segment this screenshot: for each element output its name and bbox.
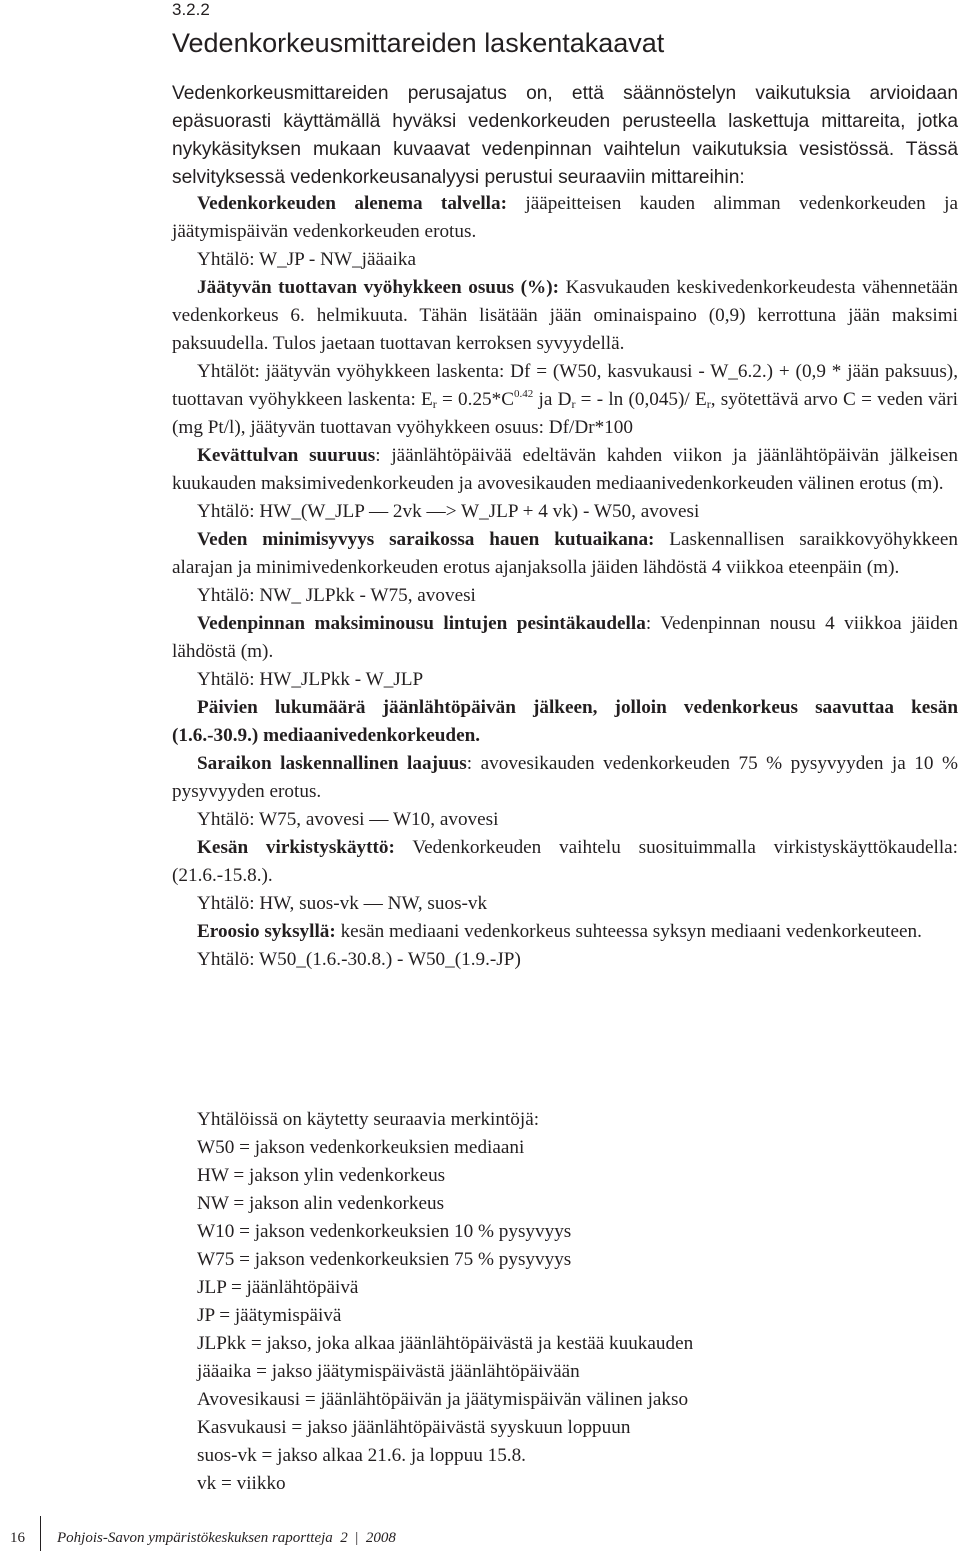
legend-entry: jääaika = jakso jäätymispäivästä jäänlähtöpäivään [197,1361,580,1382]
indicator-term: Vedenkorkeuden alenema talvella: [197,193,508,214]
indicator-saraikko [172,750,958,806]
indicator-equation: Yhtälö: W75, avovesi — W10, avovesi [197,809,499,830]
intro-paragraph [172,80,958,192]
indicator-desc: Kasvukauden keskivedenkorkeudesta vähennetään vedenkorkeus 6. helmikuuta. Tähän lisätään jään ominaispaino (0,9) kerrottuna jään maksimi paksuudella. Tulos jaetaan tuottavan kerroksen syvyydellä. [172,277,958,354]
issue-number: 2 [340,1530,348,1546]
indicator-term: Kevättulvan suuruus [197,445,376,466]
indicator-term: Vedenpinnan maksiminousu lintujen pesintäkaudella [197,613,646,634]
equation-part: ja D [533,389,572,410]
indicator-equation: Yhtälö: HW_JLPkk - W_JLP [197,669,424,690]
indicator-term: Päivien lukumäärä jäänlähtöpäivän jälkeen, jolloin vedenkorkeus saavuttaa kesän (1.6.-30.9.) mediaanivedenkorkeuden. [172,697,958,746]
indicator-kevat [172,442,958,498]
footer-divider [40,1516,41,1551]
indicator-equation: Yhtälö: W_JP - NW_jääaika [197,249,416,270]
indicator-desc: Vedenkorkeuden vaihtelu suosituimmalla virkistyskäyttökaudella: (21.6.-15.8.). [172,837,958,886]
indicator-hauki [172,526,958,582]
indicator-linnut [172,610,958,666]
indicator-equation: Yhtälö: HW_(W_JLP — 2vk —> W_JLP + 4 vk) - W50, avovesi [197,501,700,522]
legend-heading: Yhtälöissä on käytetty seuraavia merkintöjä: [197,1109,540,1130]
page-number: 16 [10,1530,25,1546]
indicator-desc: jääpeitteisen kauden alimman vedenkorkeuden ja jäätymispäivän vedenkorkeuden erotus. [172,193,958,242]
indicator-equation: Yhtälö: W50_(1.6.-30.8.) - W50_(1.9.-JP) [197,949,521,970]
equation-part: = - ln (0,045)/ E [575,389,707,410]
indicator-equation [172,358,958,442]
indicator-eroosio [172,918,958,946]
indicator-term: Saraikon laskennallinen laajuus [197,753,467,774]
indicator-desc: : avovesikauden vedenkorkeuden 75 % pysyvyyden ja 10 % pysyvyyden erotus. [172,753,958,802]
legend-entry: W50 = jakson vedenkorkeuksien mediaani [197,1137,525,1158]
legend-entry: HW = jakson ylin vedenkorkeus [197,1165,446,1186]
legend-entry: Avovesikausi = jäänlähtöpäivän ja jäätymispäivän välinen jakso [197,1389,689,1410]
indicator-term: Eroosio syksyllä: [197,921,336,942]
legend-entry: W75 = jakson vedenkorkeuksien 75 % pysyvyys [197,1249,572,1270]
section-title: Vedenkorkeusmittareiden laskentakaavat [172,28,665,58]
indicator-talvi [172,190,958,246]
publication-name: Pohjois-Savon ympäristökeskuksen raportteja [57,1530,333,1546]
subscript-r: r [706,397,711,411]
indicator-desc: kesän mediaani vedenkorkeus suhteessa syksyn mediaani vedenkorkeuteen. [335,921,922,942]
legend-entry: suos-vk = jakso alkaa 21.6. ja loppuu 15.8. [197,1445,526,1466]
indicator-equation: Yhtälö: NW_ JLPkk - W75, avovesi [197,585,476,606]
publication-year: 2008 [365,1530,396,1546]
indicator-term: Veden minimisyvyys saraikossa hauen kutuaikana: [197,529,655,550]
indicator-desc: : Vedenpinnan nousu 4 viikkoa jäiden lähdöstä (m). [172,613,958,662]
indicator-term: Jäätyvän tuottavan vyöhykkeen osuus (%): [197,277,560,298]
legend-entry: Kasvukausi = jakso jäänlähtöpäivästä syyskuun loppuun [197,1417,631,1438]
legend-entry: W10 = jakson vedenkorkeuksien 10 % pysyvyys [197,1221,572,1242]
indicator-equation: Yhtälö: HW, suos-vk — NW, suos-vk [197,893,488,914]
legend-entry: JLPkk = jakso, joka alkaa jäänlähtöpäivästä ja kestää kuukauden [197,1333,694,1354]
indicator-jaatyva [172,274,958,358]
notation-legend [197,1106,958,1498]
equation-part: , syötettävä arvo C = veden väri (mg Pt/l), jäätyvän tuottavan vyöhykkeen osuus: Df/Dr*100 [172,389,958,438]
footer-publication: Pohjois-Savon ympäristökeskuksen raportteja 2 | 2008 [57,1530,396,1546]
legend-entry: JP = jäätymispäivä [197,1305,342,1326]
equation-part: = 0.25*C [436,389,515,410]
indicator-paivat [172,694,958,750]
legend-entry: vk = viikko [197,1473,286,1494]
intro-text: Vedenkorkeusmittareiden perusajatus on, että säännöstelyn vaikutuksia arvioidaan epäsuorasti käyttämällä hyväksi vedenkorkeuden perusteella laskettuja mittareita, jotka nykykäsityksen mukaan kuvaavat vedenpinnan vaihtelun vaikutuksia vesistössä. Tässä selvityksessä vedenkorkeusanalyysi perustui seuraaviin mittareihin: [172,83,958,188]
superscript-exponent: 0.42 [514,388,534,400]
section-number: 3.2.2 [172,0,210,19]
legend-entry: NW = jakson alin vedenkorkeus [197,1193,445,1214]
indicator-virkistys [172,834,958,890]
subscript-r: r [432,397,437,411]
indicator-term: Kesän virkistyskäyttö: [197,837,395,858]
subscript-r: r [571,397,576,411]
legend-entry: JLP = jäänlähtöpäivä [197,1277,359,1298]
indicator-desc: Laskennallisen saraikkovyöhykkeen alarajan ja minimivedenkorkeuden erotus ajanjaksolla jäiden lähdöstä 4 viikkoa eteenpäin (m). [172,529,959,578]
indicator-desc: : jäänlähtöpäivää edeltävän kahden viikon ja jäänlähtöpäivän jälkeisen kuukauden maksimivedenkorkeuden ja avovesikauden mediaanivedenkorkeuden välinen erotus (m). [172,445,959,494]
equation-part: Yhtälöt: jäätyvän vyöhykkeen laskenta: Df = (W50, kasvukausi - W_6.2.) + (0,9 * jään paksuus), tuottavan vyöhykkeen laskenta: E [172,361,958,410]
indicator-list [172,190,958,974]
